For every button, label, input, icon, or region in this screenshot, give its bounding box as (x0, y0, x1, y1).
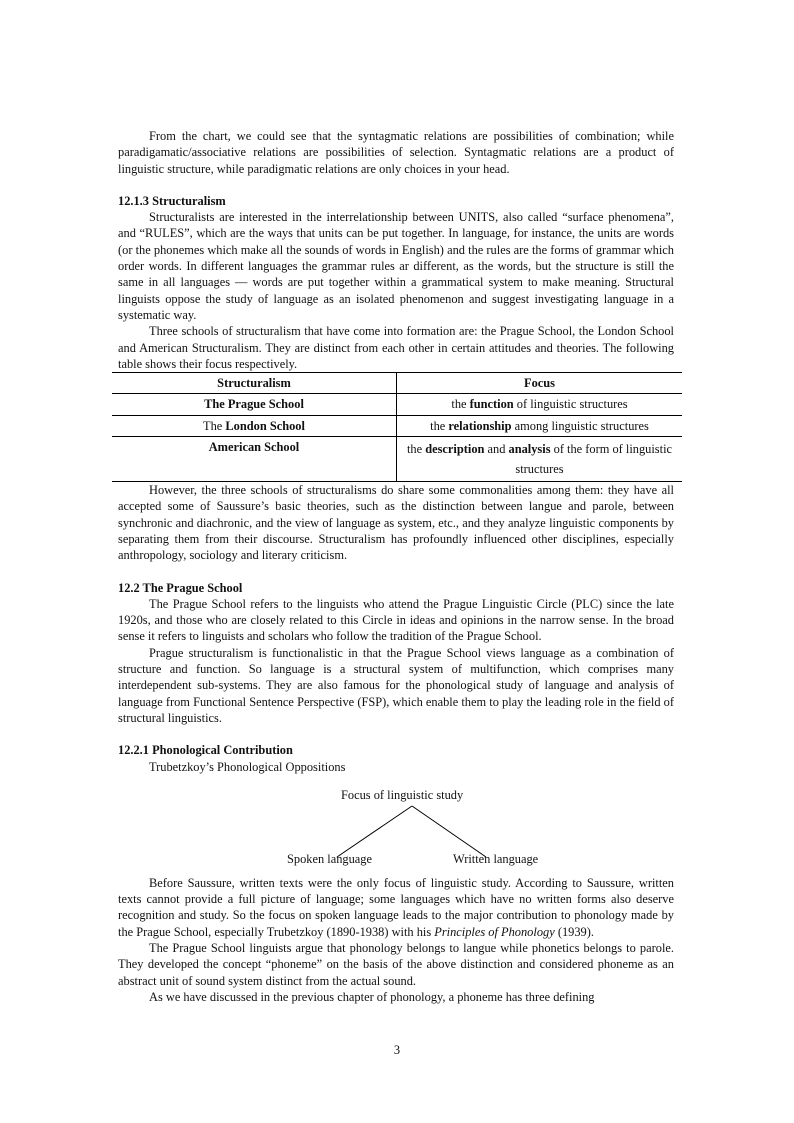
paragraph-text: (1939). (554, 924, 594, 939)
heading-prague-school: 12.2 The Prague School (118, 580, 243, 595)
school-name: London School (225, 418, 305, 433)
focus-keyword: function (469, 397, 514, 412)
focus-text: the (430, 418, 449, 433)
focus-tree-diagram (118, 787, 674, 875)
focus-keyword: relationship (448, 418, 512, 433)
book-title: Principles of Phonology (434, 924, 555, 939)
focus-keyword: analysis (508, 442, 551, 457)
tree-branch-right (412, 806, 486, 857)
paragraph-prague-structuralism: Prague structuralism is functionalistic in that the Prague School views language as a combination of structure and function. So language is a structural system of multifunction, which comprises many interdependent sub-systems. They are also famous for the phonological study of language and analysis of language from Functional Sentence Perspective (FSP), which enable them to play the leading role in the field of structural linguistics. (118, 645, 674, 725)
paragraph-syntagmatic: From the chart, we could see that the syntagmatic relations are possibilities of combination; while paradigamatic/associative relations are possibilities of selection. Syntagmatic relations are a product of linguistic structure, while paradigmatic relations are only choices in your head. (118, 129, 674, 176)
tree-root-label: Focus of linguistic study (341, 787, 464, 802)
focus-text: of linguistic structures (513, 397, 628, 412)
focus-text: the (451, 397, 470, 412)
table-cell (112, 394, 397, 415)
page-body (118, 128, 674, 1005)
paragraph-commonalities: However, the three schools of structuralisms do share some commonalities among them: they have all accepted some of Saussure’s basic theories, such as the distinction between langue and parole, between synchronic and diachronic, and the view of language as system, etc., and they analyze linguistic components by separating them from their discourse. Structuralism has profoundly influenced other disciplines, especially anthropology, sociology and literary criticism. (118, 483, 674, 563)
paragraph-phonology-langue: The Prague School linguists argue that phonology belongs to langue while phonetics belongs to parole. They developed the concept “phoneme” on the basis of the above distinction and considered phoneme as an abstract unit of sound system distinct from the actual sound. (118, 940, 674, 988)
table-cell (112, 415, 397, 436)
table-cell (397, 394, 683, 415)
paragraph-structuralists: Structuralists are interested in the interrelationship between UNITS, also called “surface phenomena”, and “RULES”, which are the ways that units can be put together. In language, for instance, the units are words (or the phonemes which make all the sounds of words in English) and the rules are the forms of grammar which order words. In different languages the grammar rules ar different, as the words, but the structure is still the same in all languages — words are put together within a grammatical system to make meaning. Structural linguists oppose the study of language as an isolated phenomenon and suggest investigating language in a systematic way. (118, 210, 674, 322)
paragraph-prague-definition: The Prague School refers to the linguists who attend the Prague Linguistic Circle (PLC) since the late 1920s, and those who are closely related to this Circle in ideas and opinions in the narrow sense. In the broad sense it refers to linguists and scholars who follow the tradition of the Prague School. (118, 596, 674, 644)
tree-branch-left (337, 806, 412, 857)
school-name: The Prague School (204, 397, 304, 412)
table-cell (112, 437, 397, 482)
table-row (112, 394, 682, 415)
table-cell (397, 437, 683, 482)
table-header: Focus (397, 373, 683, 394)
structuralism-table (112, 372, 682, 482)
focus-text: and (484, 442, 509, 457)
school-prefix: The (203, 418, 226, 433)
paragraph-phoneme-defining: As we have discussed in the previous chapter of phonology, a phoneme has three defining (149, 989, 595, 1004)
table-row (112, 415, 682, 436)
paragraph-before-saussure (118, 875, 674, 940)
focus-keyword: description (425, 442, 485, 457)
paragraph-text: Before Saussure, written texts were the only focus of linguistic study. According to Saussure, written texts cannot provide a full picture of language; some languages which have no written forms also deserve recognition and study. So the focus on spoken language leads to the major contribution to phonology made by the Prague School, especially Trubetzkoy (1890-1938) with his (118, 875, 674, 939)
table-header: Structuralism (112, 373, 397, 394)
page-number: 3 (393, 1043, 401, 1057)
tree-left-label: Spoken language (287, 851, 372, 866)
tree-right-label: Written language (453, 851, 539, 866)
focus-text: of the form of linguistic structures (515, 442, 673, 477)
table-header-row (112, 373, 682, 394)
focus-text: among linguistic structures (511, 418, 649, 433)
focus-text: the (406, 442, 426, 457)
subheading-oppositions: Trubetzkoy’s Phonological Oppositions (149, 759, 346, 774)
heading-phonological-contribution: 12.2.1 Phonological Contribution (118, 743, 293, 758)
table-cell (397, 415, 683, 436)
paragraph-three-schools: Three schools of structuralism that have come into formation are: the Prague School, the London School and American Structuralism. They are distinct from each other in certain attitudes and theories. The following table shows their focus respectively. (118, 324, 674, 371)
heading-structuralism: 12.1.3 Structuralism (118, 193, 226, 208)
table-row (112, 437, 682, 482)
school-name: American School (208, 440, 300, 455)
